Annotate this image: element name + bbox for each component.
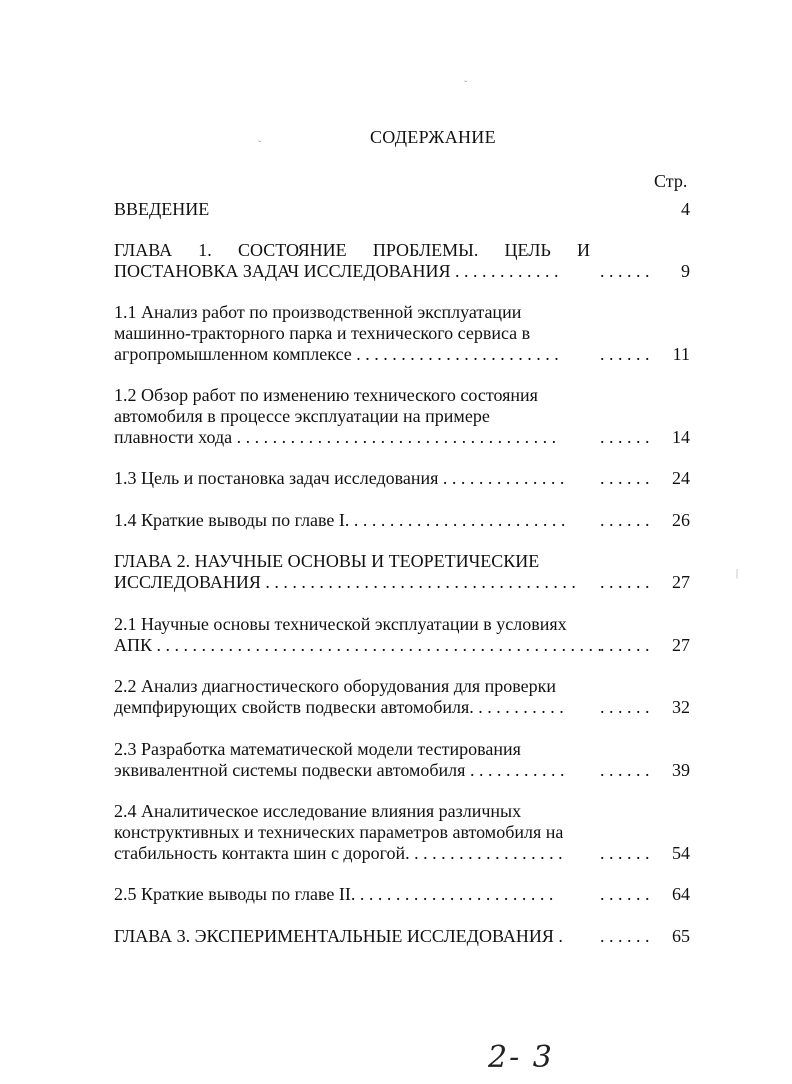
- toc-entry-2-2-dots: . . . . . .: [600, 697, 650, 717]
- toc-entry-2-2-line2: демпфирующих свойств подвески автомобиля. . . . . . . . . . .: [114, 697, 564, 717]
- toc-entry-2-1-page: 27: [672, 635, 690, 655]
- toc-entry-1-4-page: 26: [672, 510, 690, 530]
- toc-entry-2-3-dots: . . . . . .: [600, 760, 650, 780]
- scan-mark: |: [736, 568, 739, 579]
- toc-entry-ch3-page: 65: [672, 926, 690, 946]
- toc-entry-2-5-title: 2.5 Краткие выводы по главе II. . . . . . . . . . . . . . . . . . . . . . .: [114, 884, 554, 904]
- toc-entry-1-4-dots: . . . . . .: [600, 510, 650, 530]
- toc-entry-2-3-line2: эквивалентной системы подвески автомобиля . . . . . . . . . . .: [114, 760, 565, 780]
- toc-entry-2-3-page: 39: [672, 760, 690, 780]
- toc-entry-1-1-page: 11: [672, 344, 690, 364]
- toc-entry-1-2-page: 14: [672, 427, 690, 447]
- page-column-label: Стр.: [654, 171, 688, 191]
- toc-entry-2-4-line3: стабильность контакта шин с дорогой. . . . . . . . . . . . . . . . . .: [114, 843, 563, 863]
- toc-entry-2-2-page: 32: [672, 697, 690, 717]
- toc-entry-2-1-line1: 2.1 Научные основы технической эксплуатации в условиях: [114, 614, 567, 634]
- toc-entry-1-3-dots: . . . . . .: [600, 468, 650, 488]
- toc-entry-ch1-line1: ГЛАВА 1. СОСТОЯНИЕ ПРОБЛЕМЫ. ЦЕЛЬ И: [114, 240, 590, 260]
- toc-entry-ch2-line2: ИССЛЕДОВАНИЯ . . . . . . . . . . . . . . . . . . . . . . . . . . . . . . . . . . .: [114, 572, 576, 592]
- toc-entry-2-1-line2: АПК . . . . . . . . . . . . . . . . . . . . . . . . . . . . . . . . . . . . . . . . . . . . . . . . . .: [114, 635, 603, 655]
- toc-entry-2-4-dots: . . . . . .: [600, 843, 650, 863]
- toc-entry-ch2-dots: . . . . . .: [600, 572, 650, 592]
- toc-entry-1-1-dots: . . . . . .: [600, 344, 650, 364]
- toc-entry-ch1-dots: . . . . . .: [600, 261, 650, 281]
- scan-mark: ˇ: [258, 140, 262, 151]
- toc-entry-2-4-page: 54: [672, 843, 690, 863]
- toc-entry-1-4-title: 1.4 Краткие выводы по главе I. . . . . . . . . . . . . . . . . . . . . . . . .: [114, 510, 566, 530]
- toc-entry-2-3-line1: 2.3 Разработка математической модели тестирования: [114, 739, 521, 759]
- toc-entry-1-1-line2: машинно-тракторного парка и технического сервиса в: [114, 323, 531, 343]
- page-title: СОДЕРЖАНИЕ: [370, 127, 496, 147]
- toc-entry-ch2-page: 27: [672, 572, 690, 592]
- toc-entry-1-2-line3: плавности хода . . . . . . . . . . . . . . . . . . . . . . . . . . . . . . . . . . . .: [114, 427, 557, 447]
- toc-entry-intro-page: 4: [681, 199, 690, 219]
- toc-entry-1-2-dots: . . . . . .: [600, 427, 650, 447]
- handwritten-page-mark: 2- 3: [488, 1040, 554, 1075]
- toc-entry-ch1-line2: ПОСТАНОВКА ЗАДАЧ ИССЛЕДОВАНИЯ . . . . . . . . . . . .: [114, 261, 559, 281]
- toc-entry-ch3-dots: . . . . . .: [600, 926, 650, 946]
- toc-entry-2-5-dots: . . . . . .: [600, 884, 650, 904]
- toc-entry-ch1-page: 9: [681, 261, 690, 281]
- toc-entry-2-2-line1: 2.2 Анализ диагностического оборудования для проверки: [114, 676, 557, 696]
- toc-entry-1-3-title: 1.3 Цель и постановка задач исследования . . . . . . . . . . . . . .: [114, 468, 565, 488]
- toc-entry-2-4-line1: 2.4 Аналитическое исследование влияния различных: [114, 801, 522, 821]
- toc-entry-2-5-page: 64: [672, 884, 690, 904]
- toc-entry-1-3-page: 24: [672, 468, 690, 488]
- toc-entry-1-2-line1: 1.2 Обзор работ по изменению технического состояния: [114, 385, 538, 405]
- toc-entry-2-1-dots: . . . . . .: [600, 635, 650, 655]
- toc-entry-ch2-line1: ГЛАВА 2. НАУЧНЫЕ ОСНОВЫ И ТЕОРЕТИЧЕСКИЕ: [114, 551, 540, 571]
- toc-entry-intro-title: ВВЕДЕНИЕ: [114, 199, 210, 219]
- toc-entry-2-4-line2: конструктивных и технических параметров автомобиля на: [114, 822, 564, 842]
- toc-entry-1-1-line1: 1.1 Анализ работ по производственной эксплуатации: [114, 302, 522, 322]
- toc-entry-ch3-title: ГЛАВА 3. ЭКСПЕРИМЕНТАЛЬНЫЕ ИССЛЕДОВАНИЯ .: [114, 926, 563, 946]
- scan-mark: ˇ: [464, 80, 468, 91]
- toc-entry-1-1-line3: агропромышленном комплексе . . . . . . . . . . . . . . . . . . . . . . .: [114, 344, 559, 364]
- toc-entry-1-2-line2: автомобиля в процессе эксплуатации на примере: [114, 406, 490, 426]
